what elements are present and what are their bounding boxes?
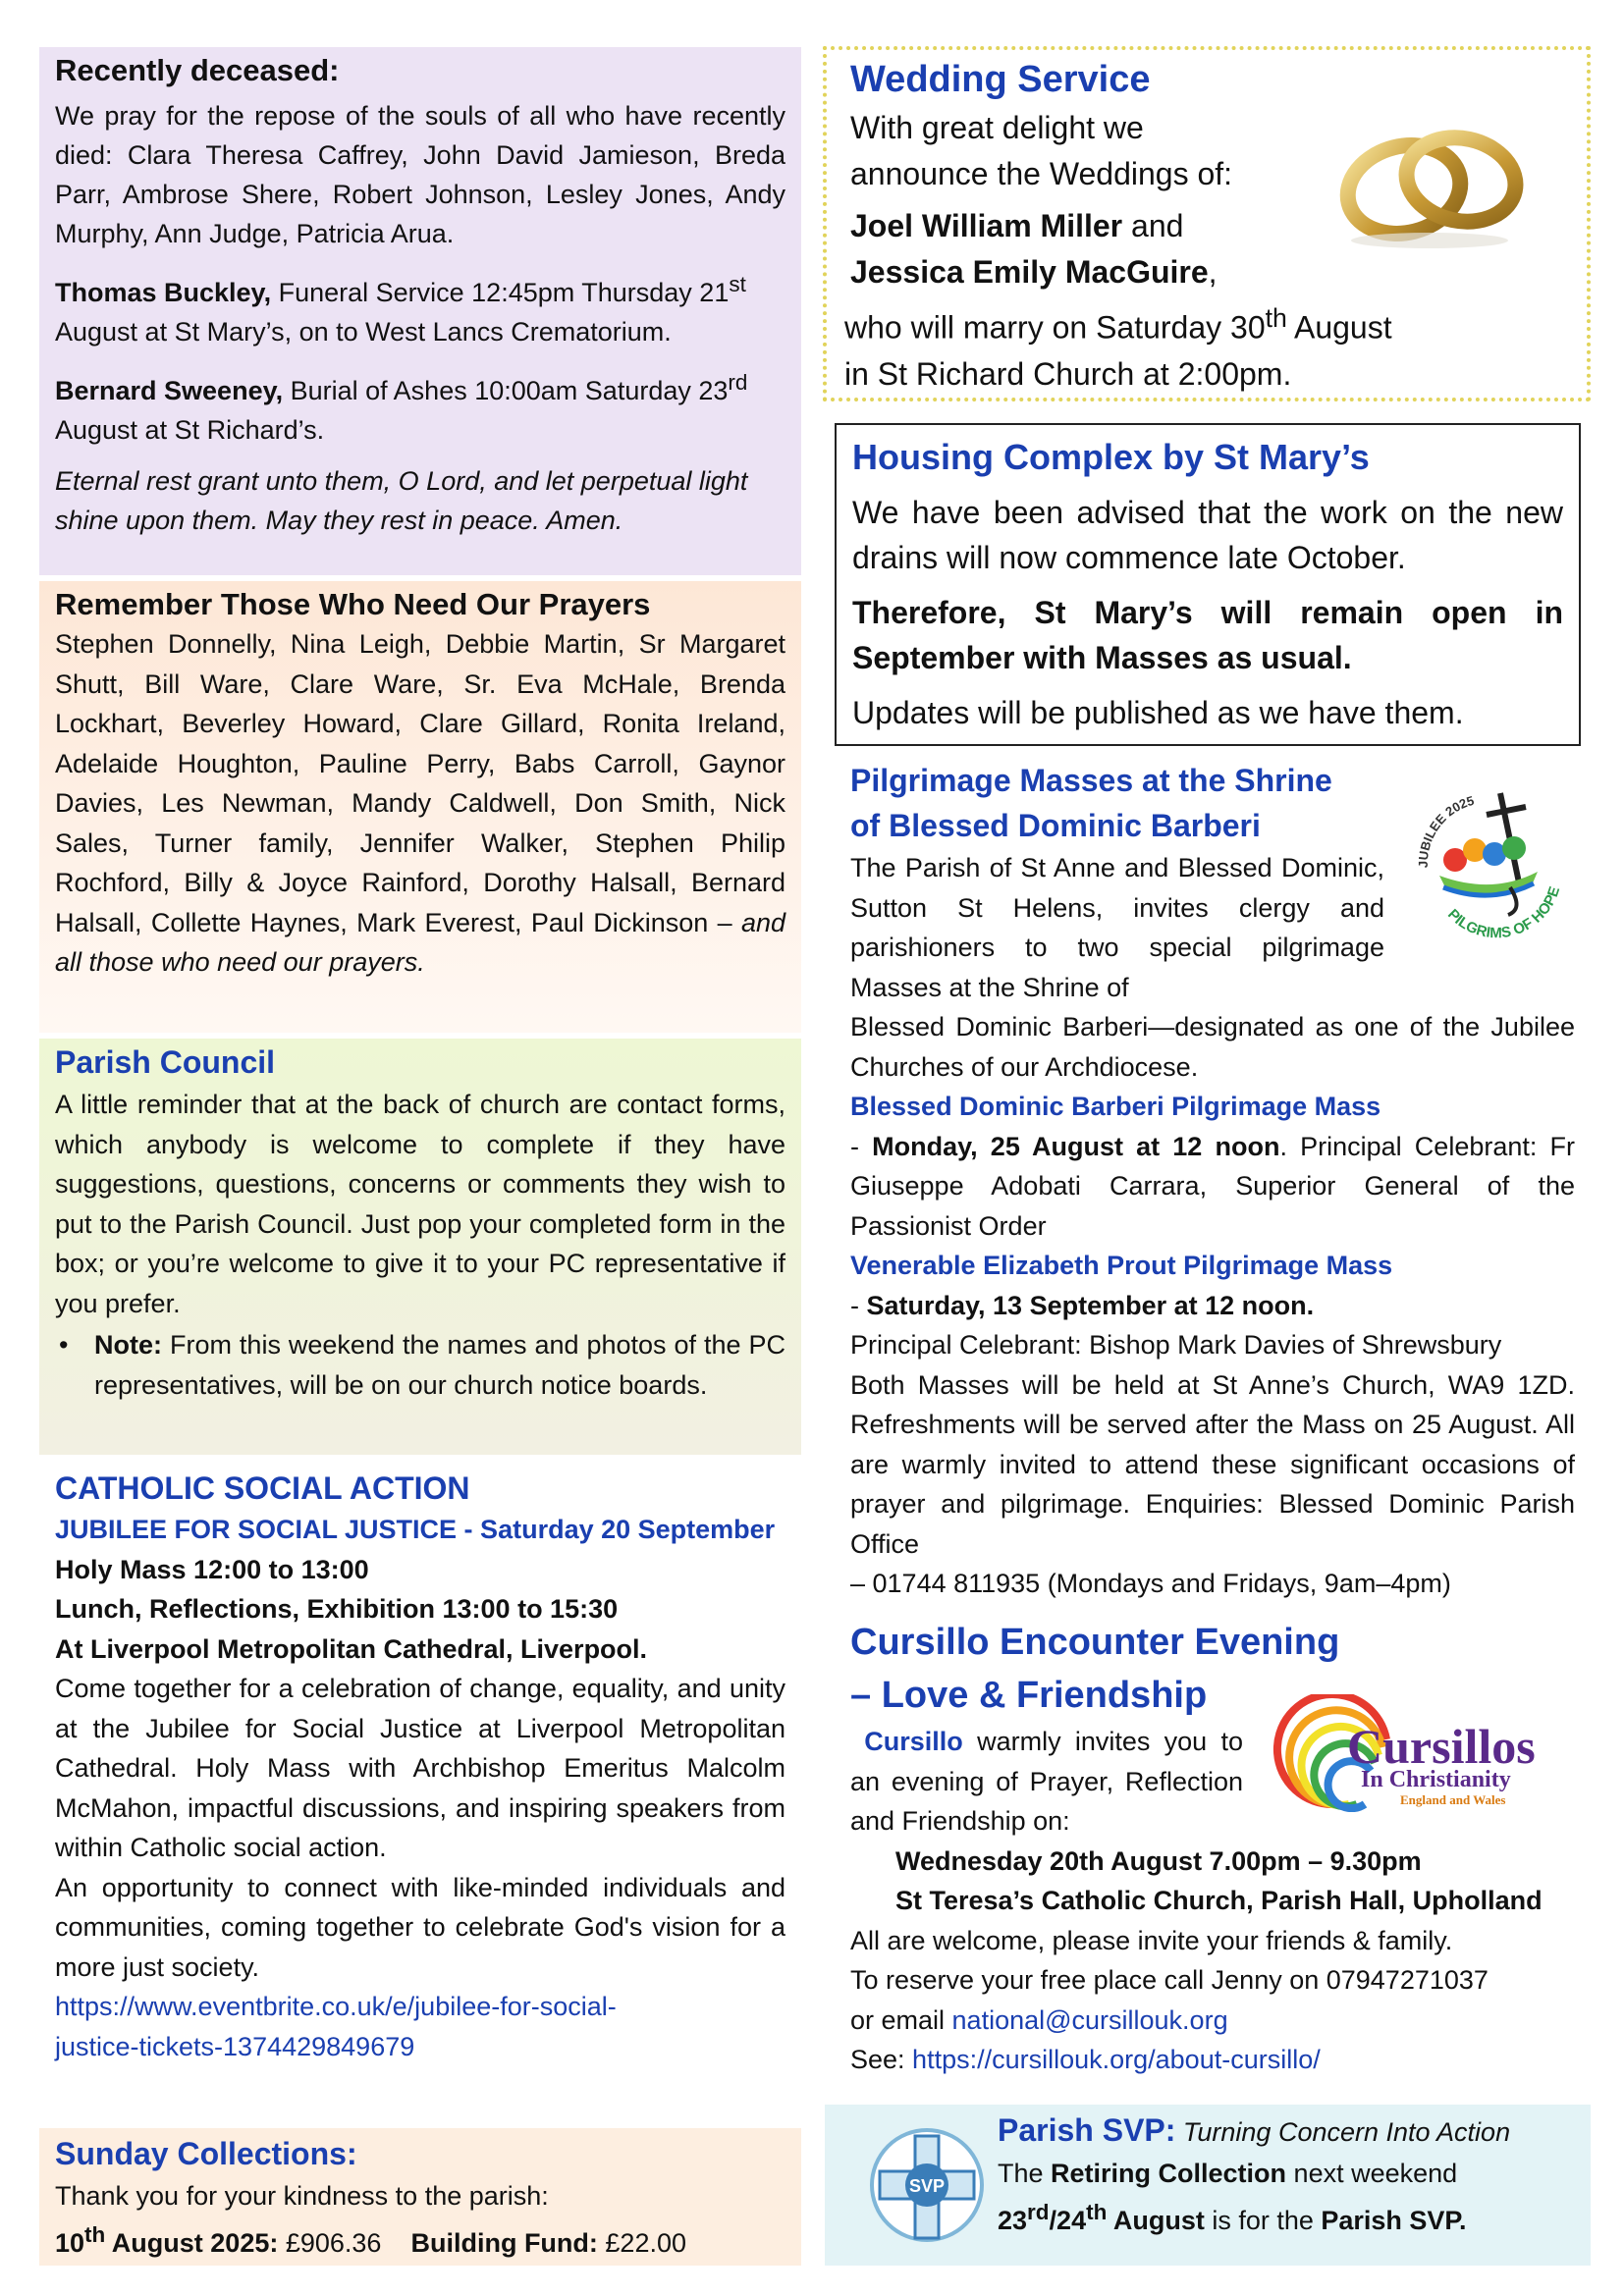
cursillos-logo-icon bbox=[1271, 1694, 1577, 1812]
eventbrite-link[interactable]: https://www.eventbrite.co.uk/e/jubilee-for-social- justice-tickets-1374429849679 bbox=[55, 1992, 617, 2061]
wedding-date: who will marry on Saturday 30th August bbox=[844, 303, 1392, 346]
pilgrimage-intro: The Parish of St Anne and Blessed Dominic, Sutton St Helens, invites clergy and parishioners to two special pilgrimage Masses at the Shrine of bbox=[850, 853, 1384, 1002]
cursillo-title: Cursillo Encounter Evening – Love & Friendship bbox=[850, 1622, 1340, 1716]
mass1-details: - Monday, 25 August at 12 noon. Principal Celebrant: Fr Giuseppe Adobati Carrara, Superior General of the Passionist Order bbox=[850, 1131, 1576, 1241]
svg-text:SVP: SVP bbox=[908, 2176, 946, 2196]
collections-thanks: Thank you for your kindness to the parish: bbox=[55, 2181, 549, 2211]
prayer-list-section bbox=[39, 581, 801, 1033]
burial-name: Bernard Sweeney, bbox=[55, 376, 284, 405]
svp-logo-icon bbox=[868, 2122, 986, 2250]
csa-location: At Liverpool Metropolitan Cathedral, Liverpool. bbox=[55, 1633, 648, 1664]
csa-mass-time: Holy Mass 12:00 to 13:00 bbox=[55, 1554, 369, 1584]
bullet-icon: • bbox=[59, 1330, 69, 1360]
wedding-bride: Jessica Emily MacGuire, bbox=[850, 254, 1218, 290]
recently-deceased-section bbox=[39, 47, 801, 575]
svg-text:JUBILEE 2025: JUBILEE 2025 bbox=[1415, 792, 1476, 869]
pilgrimage-phone: – 01744 811935 (Mondays and Fridays, 9am–4pm) bbox=[850, 1569, 1451, 1598]
cursillo-when: Wednesday 20th August 7.00pm – 9.30pm bbox=[895, 1845, 1422, 1876]
pilgrimage-masses-section bbox=[835, 758, 1591, 1612]
mass2-celebrant: Principal Celebrant: Bishop Mark Davies of Shrewsbury bbox=[850, 1330, 1502, 1360]
csa-body-1: Come together for a celebration of change, equality, and unity at the Jubilee for Social Justice at Liverpool Metropolitan Cathedral. Holy Mass with Archbishop Emeritus Malcolm McMahon, impactful discussions, and inspiring speakers from within Catholic social action. bbox=[55, 1674, 785, 1862]
deceased-title: Recently deceased: bbox=[55, 53, 340, 87]
cursillo-welcome: All are welcome, please invite your friends & family. bbox=[850, 1925, 1453, 1955]
mass1-title: Blessed Dominic Barberi Pilgrimage Mass bbox=[850, 1092, 1381, 1121]
wedding-line-2: announce the Weddings of: bbox=[850, 156, 1233, 191]
burial-notice-sweeney: Bernard Sweeney, Burial of Ashes 10:00am Saturday 23rd August at St Richard’s. bbox=[55, 370, 748, 445]
csa-lunch-time: Lunch, Reflections, Exhibition 13:00 to 15:30 bbox=[55, 1594, 619, 1624]
housing-p3: Updates will be published as we have them. bbox=[852, 695, 1464, 730]
cursillo-email-line: or email national@cursillouk.org bbox=[850, 2004, 1228, 2035]
cursillo-invite: Cursillo warmly invites you to an evening of Prayer, Reflection and Friendship on: bbox=[850, 1727, 1243, 1836]
jubilee-pilgrims-of-hope-logo-icon bbox=[1404, 777, 1573, 946]
housing-complex-section bbox=[835, 423, 1581, 746]
parish-council-section bbox=[39, 1039, 801, 1455]
funeral-notice-buckley: Thomas Buckley, Funeral Service 12:45pm Thursday 21st August at St Mary’s, on to West Lancs Crematorium. bbox=[55, 272, 746, 347]
svg-text:Cursillos: Cursillos bbox=[1347, 1719, 1536, 1774]
council-note: • Note: From this weekend the names and photos of the PC representatives, will be on our church notice boards. bbox=[55, 1325, 785, 1405]
svp-title: Parish SVP: Turning Concern Into Action bbox=[998, 2112, 1511, 2148]
svg-text:England and Wales: England and Wales bbox=[1400, 1792, 1506, 1807]
council-body: A little reminder that at the back of church are contact forms, which anybody is welcome to complete if they have suggestions, questions, concerns or comments they wish to put to the Parish Council. Just pop your completed form in the box; or you’re welcome to give it to your PC representative if you prefer. bbox=[55, 1090, 785, 1318]
wedding-rings-icon bbox=[1331, 111, 1532, 254]
cursillo-where: St Teresa’s Catholic Church, Parish Hall, Upholland bbox=[895, 1886, 1543, 1915]
cursillo-encounter-section bbox=[835, 1616, 1591, 2091]
wedding-groom: Joel William Miller and bbox=[850, 208, 1184, 243]
collections-amounts: 10th August 2025: £906.36 Building Fund: £22.00 bbox=[55, 2222, 686, 2258]
prayer-names: Stephen Donnelly, Nina Leigh, Debbie Martin, Sr Margaret Shutt, Bill Ware, Clare Ware, Sr. Eva McHale, Brenda Lockhart, Beverley Howard, Clare Gillard, Ronita Ireland, Adelaide Houghton, Pauline Perry, Babs Carroll, Gaynor Davies, Les Newman, Mandy Caldwell, Don Smith, Nick Sales, Turner family, Jennifer Walker, Stephen Philip Rochford, Billy & Joyce Rainford, Dorothy Halsall, Bernard Halsall, Collette Haynes, Mark Everest, Paul Dickinson – and all those who need our prayers. bbox=[55, 629, 785, 977]
wedding-title: Wedding Service bbox=[850, 59, 1151, 100]
svp-line-1: The Retiring Collection next weekend bbox=[998, 2159, 1458, 2188]
parish-svp-section bbox=[825, 2105, 1591, 2266]
eternal-rest-prayer: Eternal rest grant unto them, O Lord, and let perpetual light shine upon them. May they rest in peace. Amen. bbox=[55, 466, 748, 535]
housing-title: Housing Complex by St Mary’s bbox=[852, 437, 1370, 477]
council-title: Parish Council bbox=[55, 1044, 276, 1080]
cursillo-url-line: See: https://cursillouk.org/about-cursillo/ bbox=[850, 2045, 1321, 2074]
csa-title: CATHOLIC SOCIAL ACTION bbox=[55, 1470, 470, 1506]
pilgrimage-title: Pilgrimage Masses at the Shrine of Blessed Dominic Barberi bbox=[850, 763, 1332, 843]
funeral-name: Thomas Buckley, bbox=[55, 278, 272, 307]
svp-line-2: 23rd/24th August is for the Parish SVP. bbox=[998, 2200, 1467, 2235]
wedding-place: in St Richard Church at 2:00pm. bbox=[844, 355, 1292, 392]
mass2-date: - Saturday, 13 September at 12 noon. bbox=[850, 1290, 1315, 1320]
mass2-title: Venerable Elizabeth Prout Pilgrimage Mass bbox=[850, 1251, 1393, 1280]
wedding-service-section bbox=[823, 46, 1591, 401]
housing-p2: Therefore, St Mary’s will remain open in September with Masses as usual. bbox=[852, 595, 1563, 675]
cursillo-url-link[interactable]: https://cursillouk.org/about-cursillo/ bbox=[912, 2045, 1321, 2074]
cursillo-reserve: To reserve your free place call Jenny on 07947271037 bbox=[850, 1965, 1489, 1995]
svg-text:In Christianity: In Christianity bbox=[1361, 1767, 1511, 1792]
svg-text:PILGRIMS OF HOPE: PILGRIMS OF HOPE bbox=[1443, 884, 1564, 942]
cursillo-email-link[interactable]: national@cursillouk.org bbox=[951, 2004, 1228, 2035]
pilgrimage-venue: Both Masses will be held at St Anne’s Church, WA9 1ZD. Refreshments will be served after the Mass on 25 August. All are warmly invited to attend these significant occasions of prayer and pilgrimage. Enquiries: Blessed Dominic Parish Office bbox=[850, 1369, 1575, 1559]
deceased-intro: We pray for the repose of the souls of all who have recently died: Clara Theresa Caffrey, John David Jamieson, Breda Parr, Ambrose Shere, Robert Johnson, Lesley Jones, Andy Murphy, Ann Judge, Patricia Arua. bbox=[55, 101, 785, 248]
collections-title: Sunday Collections: bbox=[55, 2136, 357, 2171]
housing-p1: We have been advised that the work on the new drains will now commence late October. bbox=[852, 495, 1563, 575]
catholic-social-action-section bbox=[39, 1467, 801, 2122]
sunday-collections-section bbox=[39, 2128, 801, 2266]
prayers-title: Remember Those Who Need Our Prayers bbox=[55, 587, 651, 621]
csa-body-2: An opportunity to connect with like-minded individuals and communities, coming together to celebrate God's vision for a more just society. bbox=[55, 1872, 785, 1982]
wedding-line-1: With great delight we bbox=[850, 110, 1144, 145]
csa-subtitle: JUBILEE FOR SOCIAL JUSTICE - Saturday 20 September bbox=[55, 1515, 776, 1544]
pilgrimage-intro-cont: Blessed Dominic Barberi—designated as one of the Jubilee Churches of our Archdiocese. bbox=[850, 1012, 1575, 1082]
